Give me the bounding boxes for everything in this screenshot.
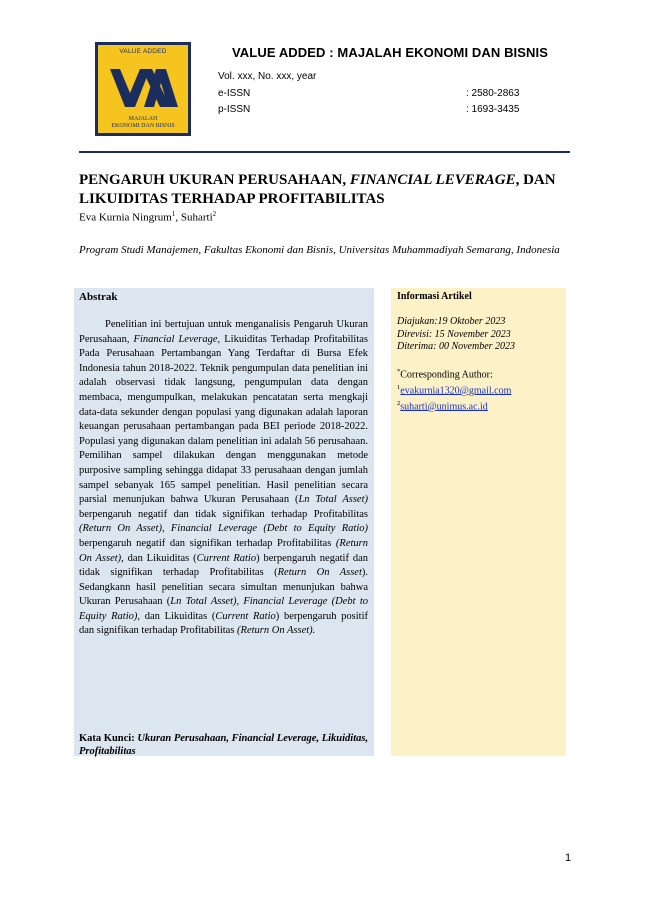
logo-bottom-text: MAJALAH EKONOMI DAN BISNIS [111, 116, 175, 129]
keywords [79, 732, 369, 758]
article-dates [397, 316, 515, 354]
journal-title: VALUE ADDED : MAJALAH EKONOMI DAN BISNIS [232, 45, 549, 60]
keywords-label: Kata Kunci: [79, 733, 138, 744]
affiliation: Program Studi Manajemen, Fakultas Ekonomi dan Bisnis, Universitas Muhammadiyah Semarang, Indonesia [79, 244, 560, 256]
email-link-2[interactable]: suharti@unimus.ac.id [400, 400, 488, 412]
abstract-heading: Abstrak [79, 291, 118, 303]
keywords-list: Ukuran Perusahaan, Financial Leverage, Likuiditas, Profitabilitas [79, 733, 369, 757]
eissn-value: : 2580-2863 [466, 88, 520, 99]
abstract-text: Penelitian ini bertujuan untuk menganalisis Pengaruh Ukuran Perusahaan, Financial Leverage, Likuiditas Terhadap Profitabilitas Pada Perusahaan Pertambangan Yang Terdaftar di Bursa Efek Indonesia tahun 2018-2022. Teknik pengumpulan data penelitian ini adalah observasi tidak langsung, pengumpulan data dengan membaca, mengumpulkan, melakukan pencatatan serta mengkaji data-data sekunder dengan populasi yang digunakan adalah laporan keuangan perusahaan pertambangan pada BEI periode 2018-2022. Populasi yang digunakan dalam penelitian ini adalah 56 perusahaan. Pemilihan sampel dilakukan dengan menggunakan metode purposive sampling sehingga didapat 33 perusahaan dengan jumlah sampel sebanyak 165 sampel penelitian. Hasil penelitian secara parsial menunjukan bahwa Ukuran Perusahaan (Ln Total Asset) berpengaruh negatif dan tidak signifikan terhadap Profitabilitas (Return On Asset), Financial Leverage (Debt to Equity Ratio) berpengaruh negatif dan signifikan terhadap Profitabilitas (Return On Asset), dan Likuiditas (Current Ratio) berpengaruh negatif dan tidak signifikan terhadap Profitabilitas (Return On Asset). Sedangkann hasil penelitian secara simultan menunjukan bahwa Ukuran Perusahaan (Ln Total Asset), Financial Leverage (Debt to Equity Ratio), dan Likuiditas (Current Ratio) berpengaruh positif dan signifikan terhadap Profitabilitas (Return On Asset). [79, 319, 369, 637]
author-name: Suharti [180, 211, 213, 224]
corresponding-label: Corresponding Author: [400, 369, 493, 381]
journal-logo [95, 42, 191, 136]
email-link-1[interactable]: evakurnia1320@gmail.com [400, 385, 512, 397]
logo-top-text: VALUE ADDED [119, 48, 167, 55]
accepted-date: Diterima: 00 November 2023 [397, 341, 516, 352]
pissn-value: : 1693-3435 [466, 104, 520, 115]
paper-title: PENGARUH UKURAN PERUSAHAAN, FINANCIAL LEVERAGE, DAN LIKUIDITAS TERHADAP PROFITABILITAS [79, 172, 556, 207]
corresponding-author: *Corresponding Author: $^1$evakurnia1320@gmail.com $^2$suharti@unimus.ac.id [397, 368, 512, 412]
revised-date: Direvisi: 15 November 2023 [397, 328, 511, 340]
logo-mark [108, 63, 180, 111]
submitted-date: Diajukan:19 Oktober 2023 [397, 316, 506, 327]
article-info-panel [391, 288, 566, 756]
authors: Eva Kurnia Ningrum$^1$, Suharti$^2$ [79, 210, 217, 224]
pissn-label: p-ISSN [218, 104, 251, 115]
author-name: Eva Kurnia Ningrum [79, 211, 172, 224]
article-info-heading: Informasi Artikel [397, 291, 472, 302]
header-divider [79, 151, 570, 153]
page-number: 1 [565, 852, 572, 864]
volume-info: Vol. xxx, No. xxx, year [218, 71, 317, 82]
eissn-label: e-ISSN [218, 88, 251, 99]
